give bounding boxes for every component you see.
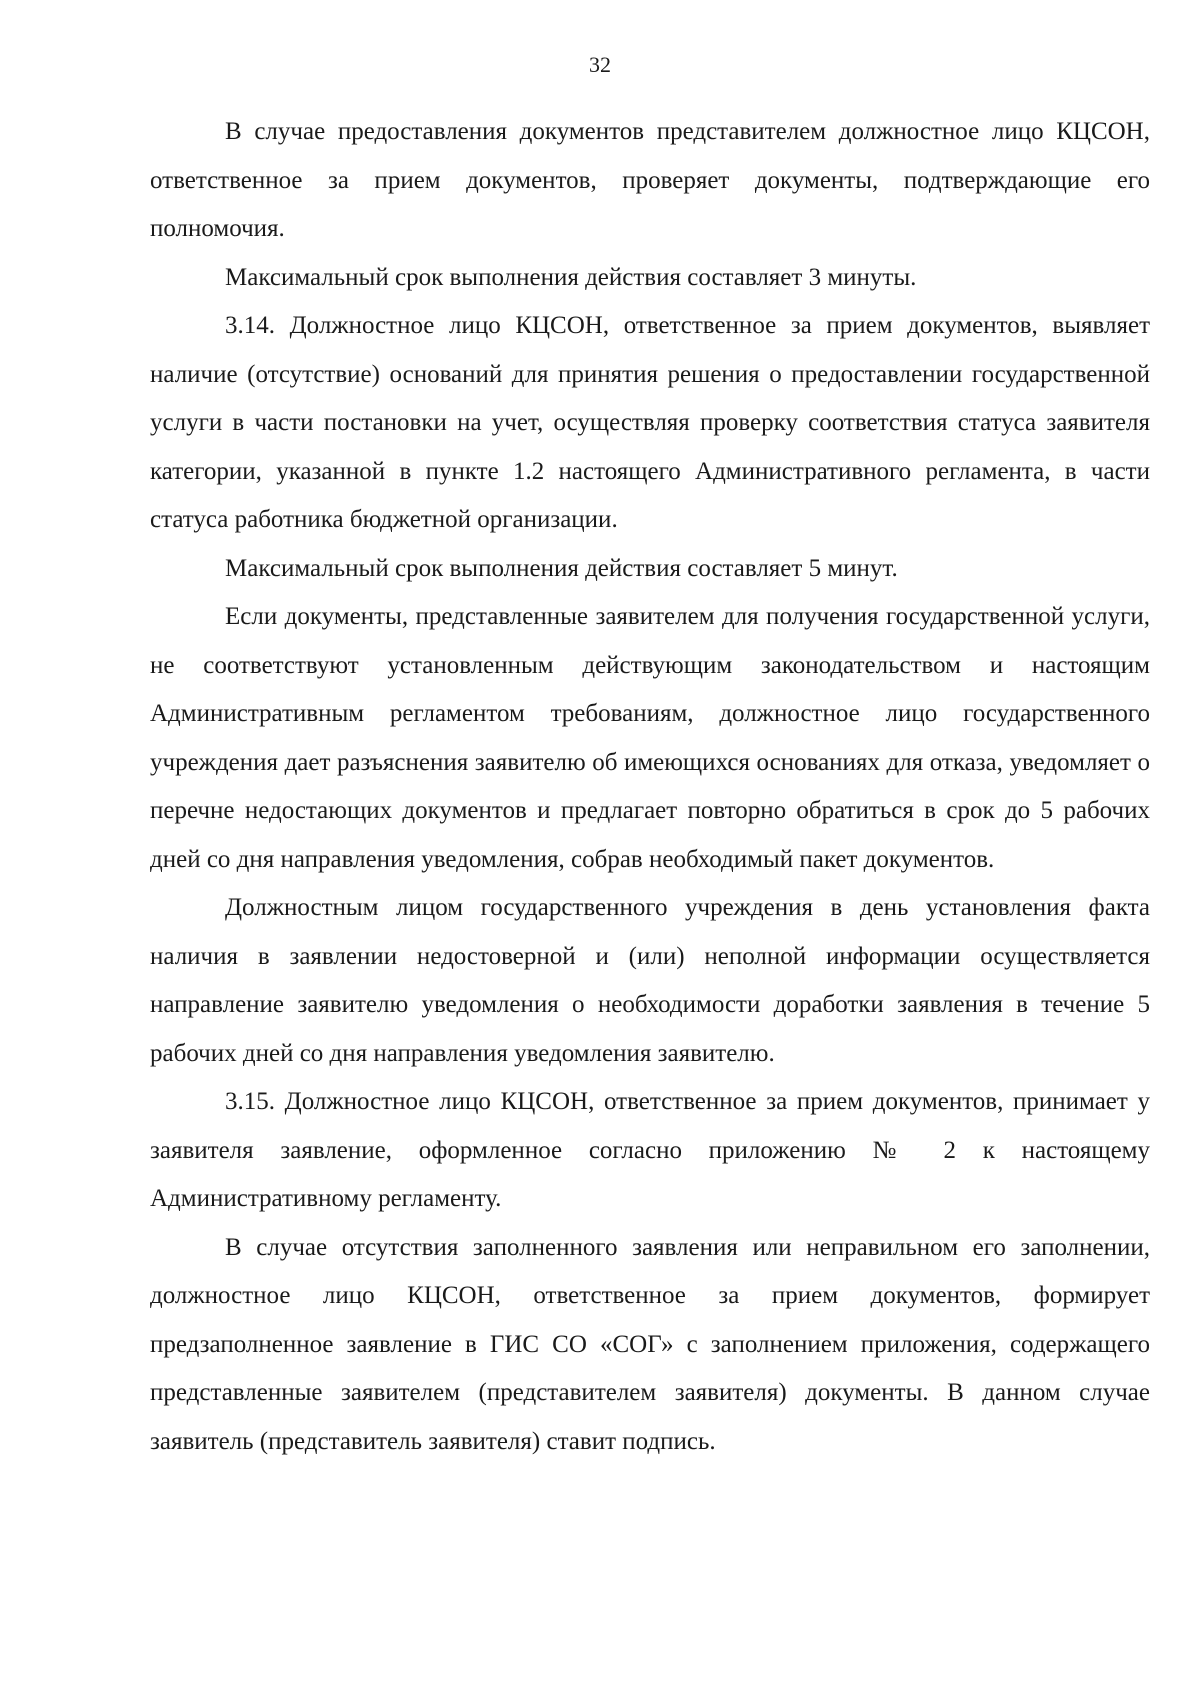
paragraph-section-3-14: 3.14. Должностное лицо КЦСОН, ответственное за прием документов, выявляет наличие (отсутствие) оснований для принятия решения о предоставлении государственной услуги в части постановки на учет, осуществляя проверку соответствия статуса заявителя категории, указанной в пункте 1.2 настоящего Административного регламента, в части статуса работника бюджетной организации. — [150, 312, 1150, 533]
page-number: 32 — [589, 52, 611, 77]
document-body — [150, 108, 1150, 1466]
paragraph-representative-documents: В случае предоставления документов представителем должностное лицо КЦСОН, ответственное за прием документов, проверяет документы, подтверждающие его полномочия. — [150, 118, 1150, 242]
paragraph-max-time-3-minutes: Максимальный срок выполнения действия составляет 3 минуты. — [225, 263, 917, 291]
paragraph-incomplete-information: Должностным лицом государственного учреждения в день установления факта наличия в заявлении недостоверной и (или) неполной информации осуществляется направление заявителю уведомления о необходимости доработки заявления в течение 5 рабочих дней со дня направления уведомления заявителю. — [150, 894, 1150, 1067]
paragraph-documents-noncompliance: Если документы, представленные заявителем для получения государственной услуги, не соответствуют установленным действующим законодательством и настоящим Административным регламентом требованиям, должностное лицо государственного учреждения дает разъяснения заявителю об имеющихся основаниях для отказа, уведомляет о перечне недостающих документов и предлагает повторно обратиться в срок до 5 рабочих дней со дня направления уведомления, собрав необходимый пакет документов. — [150, 603, 1150, 873]
paragraph-missing-application: В случае отсутствия заполненного заявления или неправильном его заполнении, должностное лицо КЦСОН, ответственное за прием документов, формирует предзаполненное заявление в ГИС СО «СОГ» с заполнением приложения, содержащего представленные заявителем (представителем заявителя) документы. В данном случае заявитель (представитель заявителя) ставит подпись. — [150, 1233, 1150, 1455]
paragraph-section-3-15: 3.15. Должностное лицо КЦСОН, ответственное за прием документов, принимает у заявителя заявление, оформленное согласно приложению № 2 к настоящему Административному регламенту. — [150, 1088, 1150, 1212]
paragraph-max-time-5-minutes: Максимальный срок выполнения действия составляет 5 минут. — [225, 554, 898, 582]
